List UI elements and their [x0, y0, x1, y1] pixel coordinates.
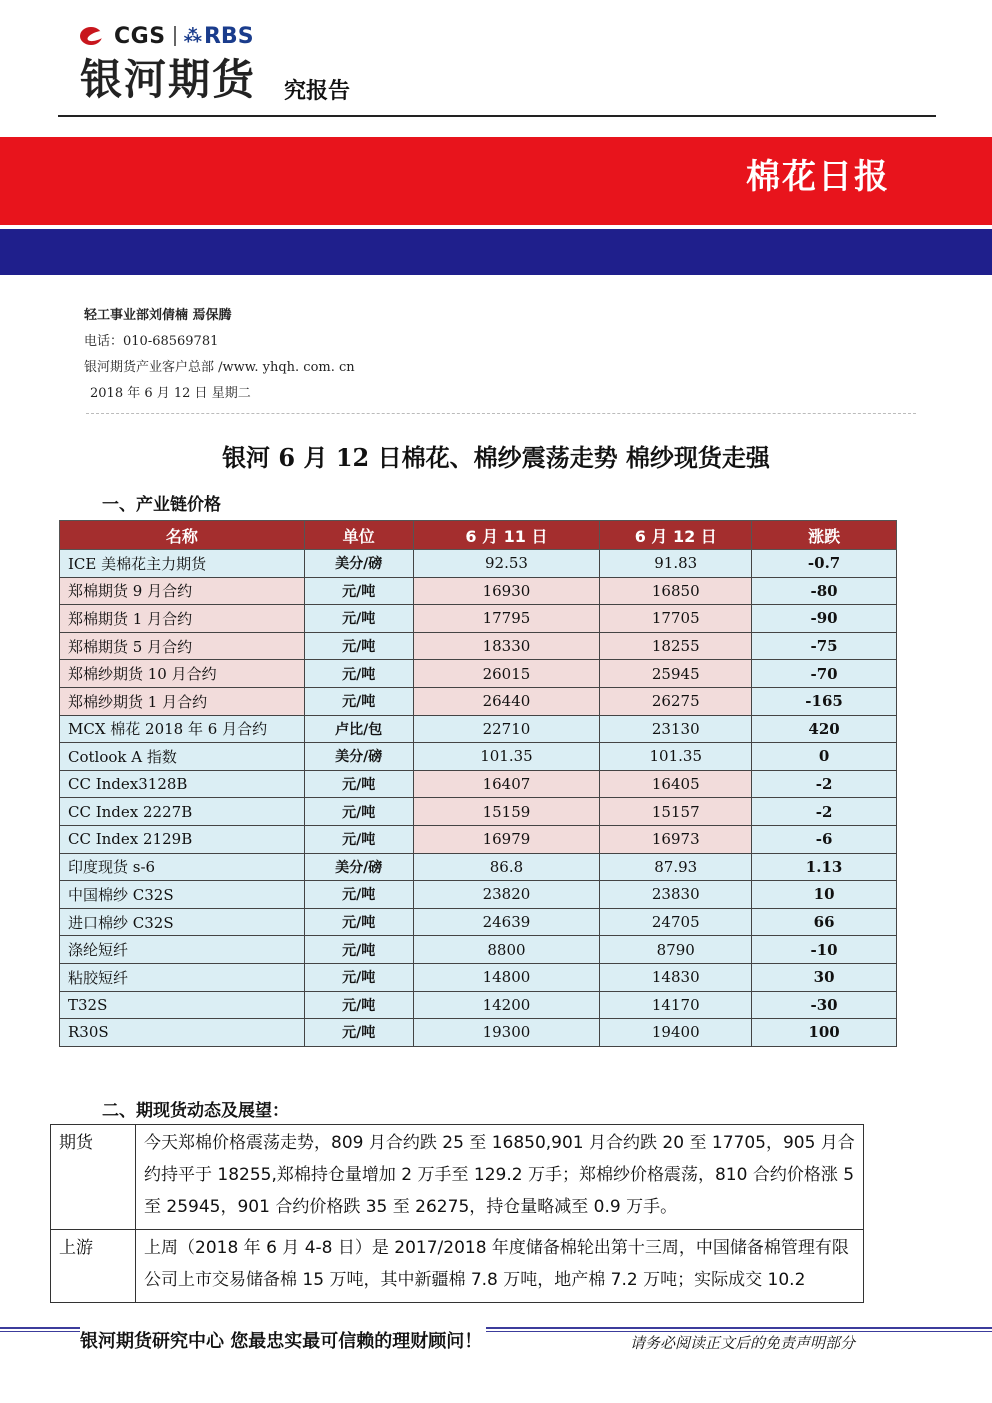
report-title: 棉花日报 [746, 157, 890, 197]
col-header-change: 涨跌 [752, 521, 897, 550]
row-name: CC Index 2129B [60, 825, 305, 853]
table-row [60, 825, 897, 853]
row-unit: 元/吨 [304, 577, 413, 605]
row-unit: 元/吨 [304, 687, 413, 715]
row-name: CC Index3128B [60, 770, 305, 798]
outlook-table [50, 1124, 864, 1303]
row-change: 100 [752, 1019, 897, 1047]
row-day1: 86.8 [413, 853, 600, 881]
row-unit: 元/吨 [304, 991, 413, 1019]
row-unit: 元/吨 [304, 660, 413, 688]
table-row [60, 577, 897, 605]
row-unit: 元/吨 [304, 963, 413, 991]
row-day2: 18255 [600, 632, 752, 660]
logo-cgs-text: CGS [114, 23, 166, 49]
blue-banner [0, 229, 992, 275]
row-day2: 23130 [600, 715, 752, 743]
col-header-name: 名称 [60, 521, 305, 550]
row-day2: 14830 [600, 963, 752, 991]
row-change: 1.13 [752, 853, 897, 881]
row-name: 进口棉纱 C32S [60, 908, 305, 936]
row-day1: 24639 [413, 908, 600, 936]
header-divider [58, 115, 936, 117]
row-name: 郑棉纱期货 10 月合约 [60, 660, 305, 688]
table-row [60, 770, 897, 798]
row-day1: 14800 [413, 963, 600, 991]
row-name: 郑棉期货 1 月合约 [60, 605, 305, 633]
row-day1: 22710 [413, 715, 600, 743]
row-unit: 元/吨 [304, 770, 413, 798]
row-change: 10 [752, 881, 897, 909]
row-name: MCX 棉花 2018 年 6 月合约 [60, 715, 305, 743]
row-day2: 24705 [600, 908, 752, 936]
row-change: -6 [752, 825, 897, 853]
author-website: 银河期货产业客户总部 /www. yhqh. com. cn [84, 360, 355, 375]
row-change: -70 [752, 660, 897, 688]
footer-disclaimer: 请务必阅读正文后的免责声明部分 [630, 1334, 856, 1352]
row-unit: 卢比/包 [304, 715, 413, 743]
row-name: ICE 美棉花主力期货 [60, 550, 305, 578]
row-name: 涤纶短纤 [60, 936, 305, 964]
row-change: -90 [752, 605, 897, 633]
row-name: 印度现货 s-6 [60, 853, 305, 881]
row-day2: 16405 [600, 770, 752, 798]
row-name: 郑棉期货 5 月合约 [60, 632, 305, 660]
row-change: 30 [752, 963, 897, 991]
row-day2: 23830 [600, 881, 752, 909]
table-row [60, 991, 897, 1019]
row-day2: 91.83 [600, 550, 752, 578]
table-row [60, 660, 897, 688]
row-name: CC Index 2227B [60, 798, 305, 826]
row-change: -0.7 [752, 550, 897, 578]
price-table [59, 520, 897, 1047]
row-day1: 8800 [413, 936, 600, 964]
row-unit: 元/吨 [304, 908, 413, 936]
row-name: 郑棉纱期货 1 月合约 [60, 687, 305, 715]
table-row [60, 936, 897, 964]
col-header-day2: 6 月 12 日 [600, 521, 752, 550]
table-row [60, 687, 897, 715]
row-day1: 16930 [413, 577, 600, 605]
article-title: 银河 6 月 12 日棉花、棉纱震荡走势 棉纱现货走强 [222, 443, 770, 472]
row-name: 中国棉纱 C32S [60, 881, 305, 909]
section-title-prices: 一、产业链价格 [102, 495, 221, 515]
table-row [60, 908, 897, 936]
table-row [60, 963, 897, 991]
row-day1: 101.35 [413, 743, 600, 771]
outlook-label: 上游 [51, 1230, 136, 1303]
row-change: -80 [752, 577, 897, 605]
table-row [60, 853, 897, 881]
report-type: 究报告 [284, 79, 351, 104]
row-day2: 16973 [600, 825, 752, 853]
row-day1: 26015 [413, 660, 600, 688]
row-day2: 101.35 [600, 743, 752, 771]
row-unit: 元/吨 [304, 798, 413, 826]
row-day2: 26275 [600, 687, 752, 715]
row-day1: 92.53 [413, 550, 600, 578]
outlook-label: 期货 [51, 1125, 136, 1230]
col-header-day1: 6 月 11 日 [413, 521, 600, 550]
table-header-row [60, 521, 897, 550]
row-change: -165 [752, 687, 897, 715]
row-change: 66 [752, 908, 897, 936]
row-day1: 15159 [413, 798, 600, 826]
row-day2: 14170 [600, 991, 752, 1019]
logo-rbs-text: RBS [203, 23, 254, 49]
table-row [60, 715, 897, 743]
row-day1: 26440 [413, 687, 600, 715]
table-row [60, 632, 897, 660]
row-name: R30S [60, 1019, 305, 1047]
dashed-divider [86, 413, 916, 414]
section-title-outlook: 二、期现货动态及展望： [102, 1101, 289, 1121]
row-day1: 17795 [413, 605, 600, 633]
brand-name: 银河期货 [80, 55, 257, 104]
table-row [60, 743, 897, 771]
title-banner [0, 137, 992, 225]
row-unit: 美分/磅 [304, 853, 413, 881]
outlook-text: 今天郑棉价格震荡走势，809 月合约跌 25 至 16850,901 月合约跌 20 至 17705，905 月合约持平于 18255,郑棉持仓量增加 2 万手至 129.2 万手；郑棉纱价格震荡，810 合约价格涨 5 至 25945，901 合约价格跌 35 至 26275，持仓量略减至 0.9 万手。 [136, 1125, 864, 1230]
footer-slogan: 银河期货研究中心 您最忠实最可信赖的理财顾问！ [80, 1327, 486, 1353]
rbs-logo-icon: ⁂ [183, 25, 202, 47]
row-unit: 元/吨 [304, 605, 413, 633]
logo-divider [174, 26, 176, 46]
row-unit: 元/吨 [304, 881, 413, 909]
outlook-text: 上周（2018 年 6 月 4-8 日）是 2017/2018 年度储备棉轮出第十三周，中国储备棉管理有限公司上市交易储备棉 15 万吨，其中新疆棉 7.8 万吨，地产棉 7.2 万吨；实际成交 10.2 [136, 1230, 864, 1303]
row-name: 粘胶短纤 [60, 963, 305, 991]
row-change: -30 [752, 991, 897, 1019]
author-names: 轻工事业部刘倩楠 焉保腾 [84, 308, 232, 323]
row-day1: 16979 [413, 825, 600, 853]
table-row [60, 1019, 897, 1047]
row-change: -2 [752, 798, 897, 826]
outlook-row [51, 1125, 864, 1230]
author-phone: 电话：010-68569781 [84, 334, 219, 349]
row-day1: 14200 [413, 991, 600, 1019]
row-day1: 19300 [413, 1019, 600, 1047]
company-logo [80, 20, 254, 52]
row-day2: 19400 [600, 1019, 752, 1047]
row-name: T32S [60, 991, 305, 1019]
row-unit: 元/吨 [304, 936, 413, 964]
row-change: -2 [752, 770, 897, 798]
row-unit: 元/吨 [304, 825, 413, 853]
row-change: -75 [752, 632, 897, 660]
row-name: Cotlook A 指数 [60, 743, 305, 771]
row-unit: 美分/磅 [304, 550, 413, 578]
row-day2: 25945 [600, 660, 752, 688]
row-unit: 美分/磅 [304, 743, 413, 771]
table-row [60, 550, 897, 578]
table-row [60, 798, 897, 826]
row-day2: 17705 [600, 605, 752, 633]
col-header-unit: 单位 [304, 521, 413, 550]
row-change: 420 [752, 715, 897, 743]
row-unit: 元/吨 [304, 1019, 413, 1047]
row-day1: 18330 [413, 632, 600, 660]
row-day1: 16407 [413, 770, 600, 798]
row-day1: 23820 [413, 881, 600, 909]
row-change: 0 [752, 743, 897, 771]
row-unit: 元/吨 [304, 632, 413, 660]
report-date: 2018 年 6 月 12 日 星期二 [90, 386, 251, 401]
outlook-row [51, 1230, 864, 1303]
table-row [60, 605, 897, 633]
row-day2: 8790 [600, 936, 752, 964]
row-change: -10 [752, 936, 897, 964]
cgs-logo-icon [80, 25, 108, 47]
table-row [60, 881, 897, 909]
row-day2: 87.93 [600, 853, 752, 881]
row-name: 郑棉期货 9 月合约 [60, 577, 305, 605]
row-day2: 16850 [600, 577, 752, 605]
row-day2: 15157 [600, 798, 752, 826]
